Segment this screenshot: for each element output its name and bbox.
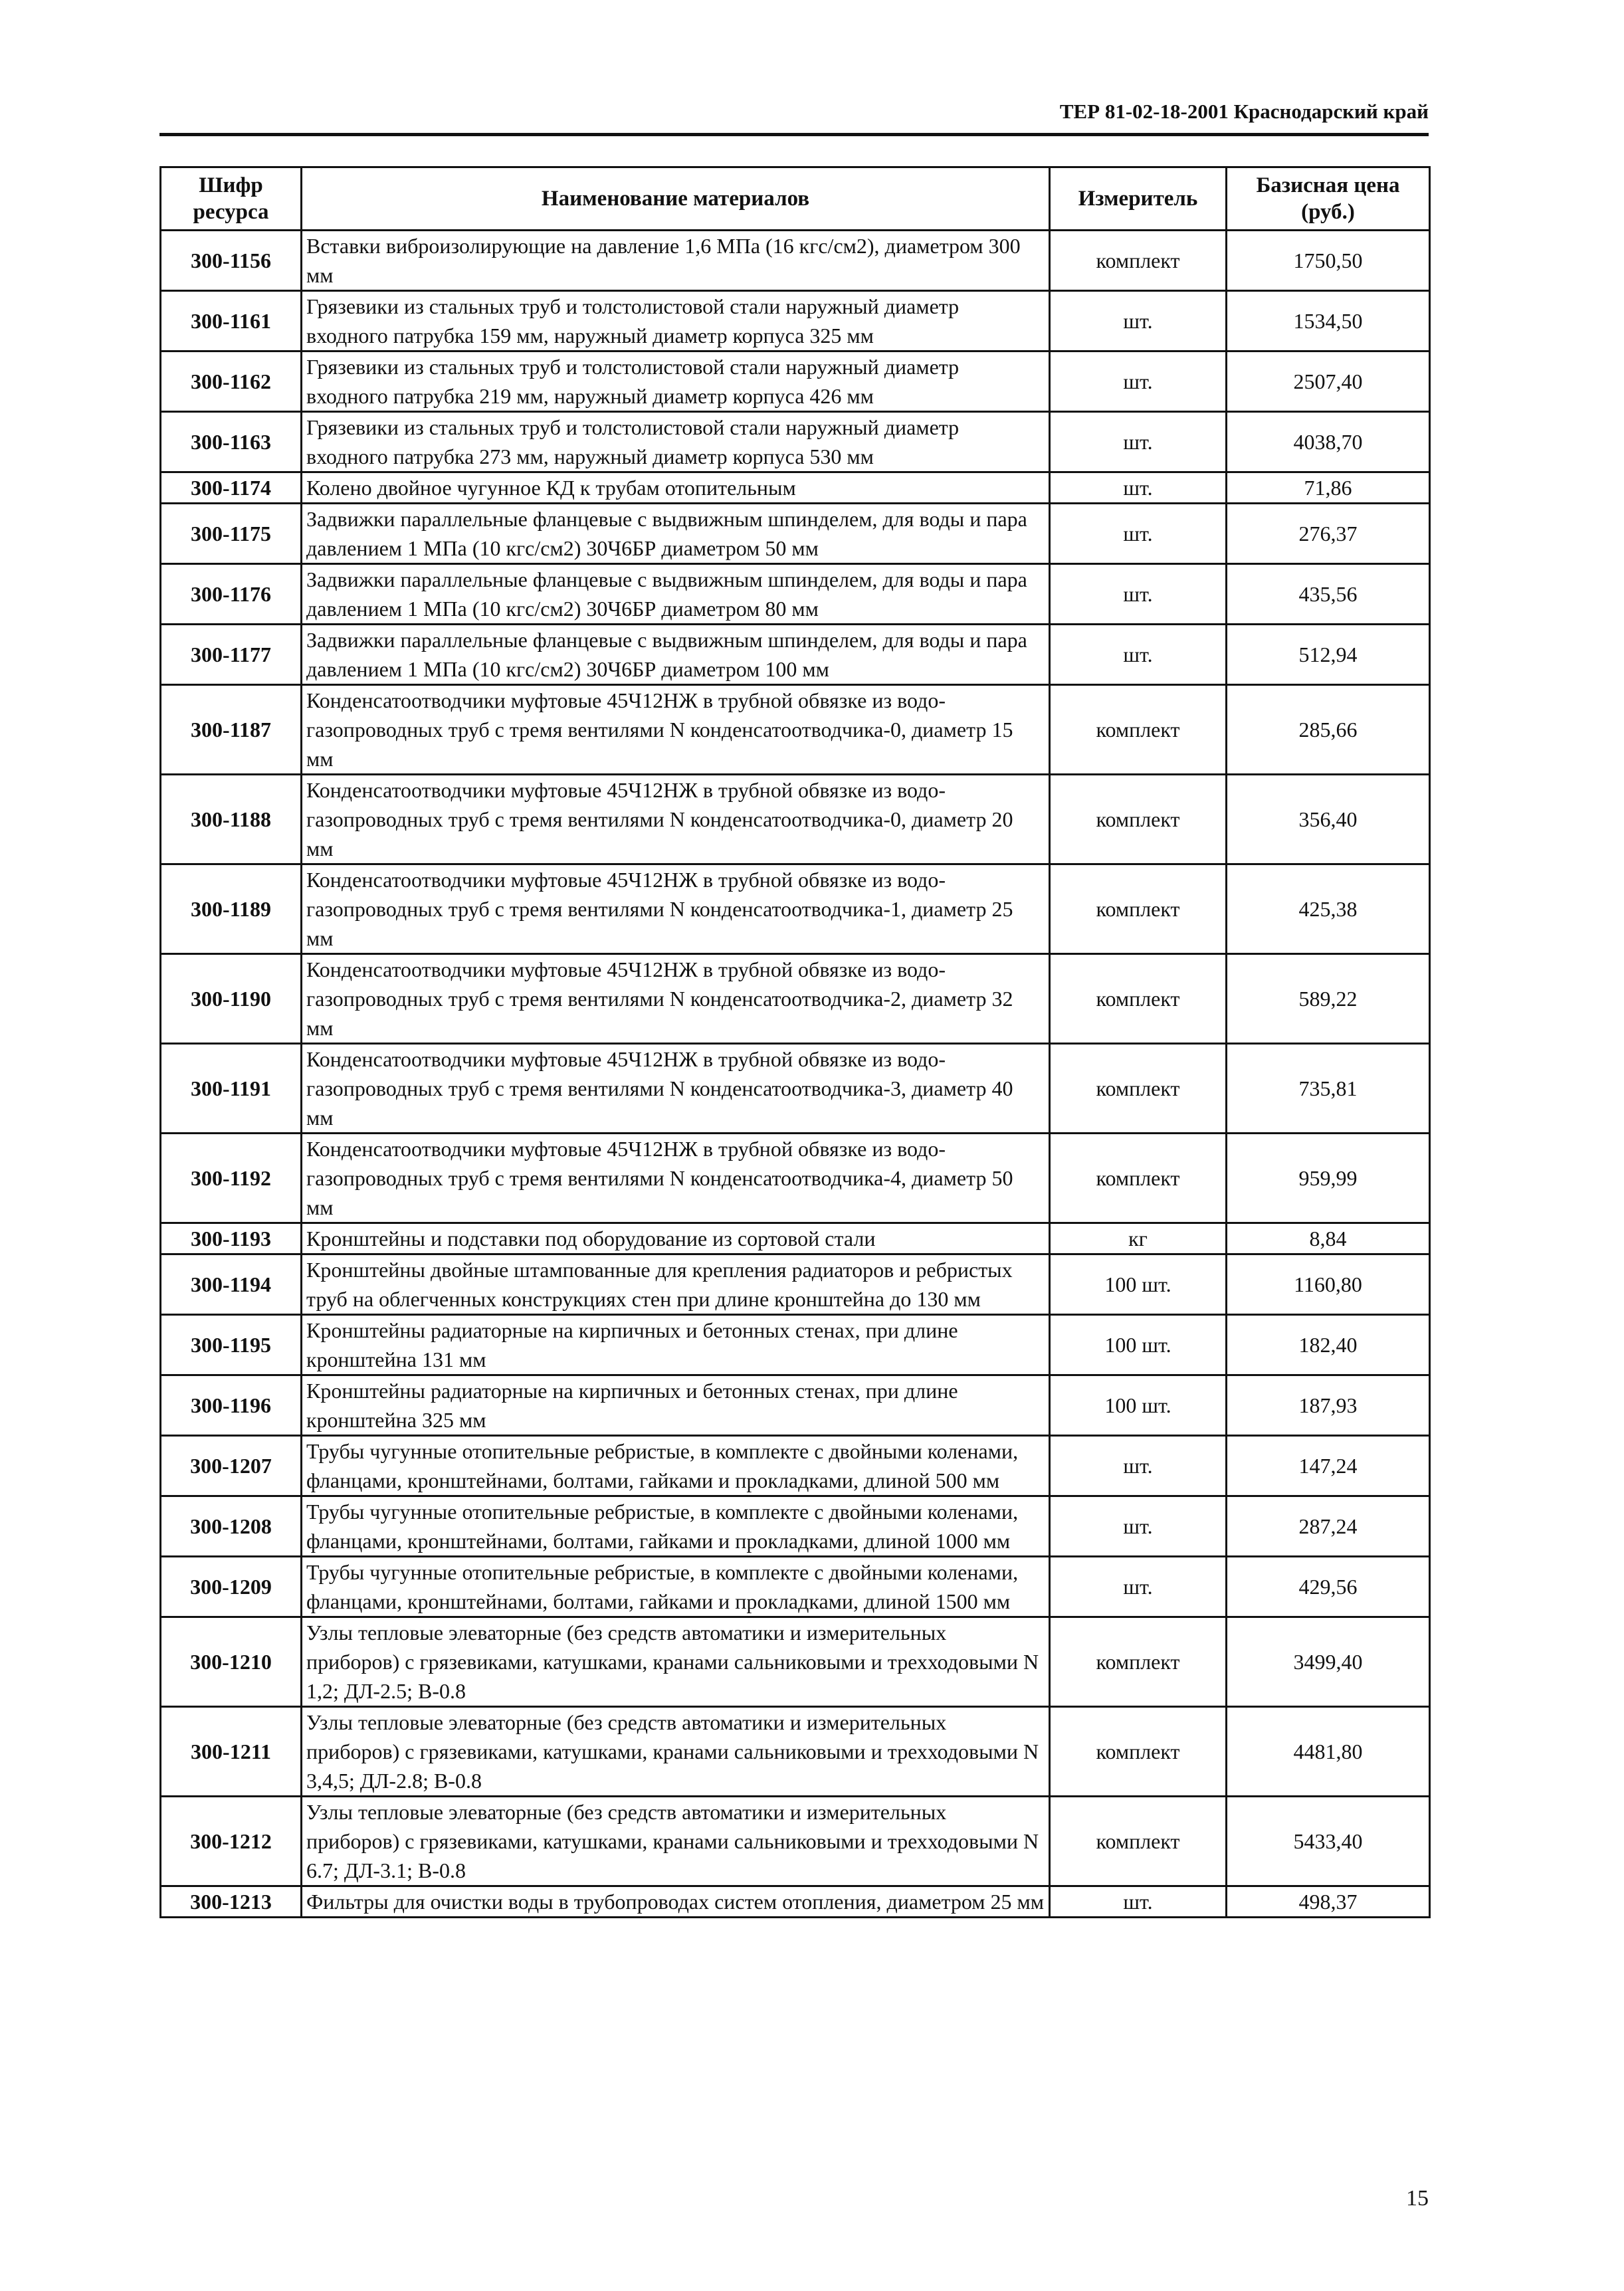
cell-unit: шт. — [1050, 1557, 1227, 1617]
cell-price: 356,40 — [1227, 775, 1430, 864]
cell-price: 1534,50 — [1227, 291, 1430, 351]
table-row — [161, 1375, 1430, 1436]
table-row — [161, 685, 1430, 775]
cell-name: Грязевики из стальных труб и толстолистовой стали наружный диаметр входного патрубка 273 мм, наружный диаметр корпуса 530 мм — [302, 412, 1050, 472]
cell-price: 287,24 — [1227, 1496, 1430, 1557]
cell-name: Конденсатоотводчики муфтовые 45Ч12НЖ в трубной обвязке из водо-газопроводных труб с тремя вентилями N конденсатоотводчика-0, диаметр 20 мм — [302, 775, 1050, 864]
table-row — [161, 1886, 1430, 1918]
table-row — [161, 1315, 1430, 1375]
table-row — [161, 564, 1430, 625]
cell-code: 300-1194 — [161, 1254, 302, 1315]
column-header-unit: Измеритель — [1050, 167, 1227, 231]
cell-price: 498,37 — [1227, 1886, 1430, 1918]
cell-unit: 100 шт. — [1050, 1254, 1227, 1315]
cell-name: Задвижки параллельные фланцевые с выдвижным шпинделем, для воды и пара давлением 1 МПа (10 кгс/см2) 30Ч6БР диаметром 100 мм — [302, 625, 1050, 685]
cell-unit: комплект — [1050, 1797, 1227, 1886]
cell-name: Трубы чугунные отопительные ребристые, в комплекте с двойными коленами, фланцами, кронштейнами, болтами, гайками и прокладками, длиной 1500 мм — [302, 1557, 1050, 1617]
cell-name: Трубы чугунные отопительные ребристые, в комплекте с двойными коленами, фланцами, кронштейнами, болтами, гайками и прокладками, длиной 1000 мм — [302, 1496, 1050, 1557]
table-row — [161, 1707, 1430, 1797]
table-row — [161, 1436, 1430, 1496]
cell-code: 300-1211 — [161, 1707, 302, 1797]
cell-price: 435,56 — [1227, 564, 1430, 625]
cell-code: 300-1193 — [161, 1223, 302, 1254]
cell-name: Кронштейны радиаторные на кирпичных и бетонных стенах, при длине кронштейна 325 мм — [302, 1375, 1050, 1436]
document-header: ТЕР 81-02-18-2001 Краснодарский край — [1059, 100, 1429, 123]
cell-code: 300-1191 — [161, 1044, 302, 1134]
table-row — [161, 1496, 1430, 1557]
cell-code: 300-1175 — [161, 504, 302, 564]
cell-name: Задвижки параллельные фланцевые с выдвижным шпинделем, для воды и пара давлением 1 МПа (10 кгс/см2) 30Ч6БР диаметром 50 мм — [302, 504, 1050, 564]
cell-price: 5433,40 — [1227, 1797, 1430, 1886]
cell-code: 300-1189 — [161, 864, 302, 954]
cell-code: 300-1195 — [161, 1315, 302, 1375]
cell-name: Грязевики из стальных труб и толстолистовой стали наружный диаметр входного патрубка 159 мм, наружный диаметр корпуса 325 мм — [302, 291, 1050, 351]
cell-price: 187,93 — [1227, 1375, 1430, 1436]
cell-unit: шт. — [1050, 1886, 1227, 1918]
cell-unit: комплект — [1050, 1134, 1227, 1223]
cell-name: Фильтры для очистки воды в трубопроводах систем отопления, диаметром 25 мм — [302, 1886, 1050, 1918]
cell-code: 300-1163 — [161, 412, 302, 472]
cell-price: 959,99 — [1227, 1134, 1430, 1223]
cell-unit: комплект — [1050, 685, 1227, 775]
cell-name: Вставки виброизолирующие на давление 1,6 МПа (16 кгс/см2), диаметром 300 мм — [302, 231, 1050, 291]
table-row — [161, 291, 1430, 351]
table-row — [161, 1254, 1430, 1315]
cell-price: 2507,40 — [1227, 351, 1430, 412]
cell-unit: 100 шт. — [1050, 1315, 1227, 1375]
cell-code: 300-1208 — [161, 1496, 302, 1557]
cell-name: Узлы тепловые элеваторные (без средств автоматики и измерительных приборов) с грязевиками, катушками, кранами сальниковыми и трехходовыми N 3,4,5; ДЛ-2.8; В-0.8 — [302, 1707, 1050, 1797]
cell-name: Конденсатоотводчики муфтовые 45Ч12НЖ в трубной обвязке из водо-газопроводных труб с тремя вентилями N конденсатоотводчика-0, диаметр 15 мм — [302, 685, 1050, 775]
cell-price: 8,84 — [1227, 1223, 1430, 1254]
header-rule — [159, 133, 1429, 136]
cell-name: Узлы тепловые элеваторные (без средств автоматики и измерительных приборов) с грязевиками, катушками, кранами сальниковыми и трехходовыми N 1,2; ДЛ-2.5; В-0.8 — [302, 1617, 1050, 1707]
cell-code: 300-1176 — [161, 564, 302, 625]
cell-code: 300-1177 — [161, 625, 302, 685]
cell-code: 300-1192 — [161, 1134, 302, 1223]
cell-name: Конденсатоотводчики муфтовые 45Ч12НЖ в трубной обвязке из водо-газопроводных труб с тремя вентилями N конденсатоотводчика-3, диаметр 40 мм — [302, 1044, 1050, 1134]
cell-code: 300-1188 — [161, 775, 302, 864]
table-row — [161, 1557, 1430, 1617]
cell-price: 1160,80 — [1227, 1254, 1430, 1315]
cell-name: Колено двойное чугунное КД к трубам отопительным — [302, 472, 1050, 504]
cell-unit: 100 шт. — [1050, 1375, 1227, 1436]
cell-price: 276,37 — [1227, 504, 1430, 564]
cell-unit: комплект — [1050, 1044, 1227, 1134]
cell-name: Конденсатоотводчики муфтовые 45Ч12НЖ в трубной обвязке из водо-газопроводных труб с тремя вентилями N конденсатоотводчика-2, диаметр 32 мм — [302, 954, 1050, 1044]
cell-price: 285,66 — [1227, 685, 1430, 775]
table-row — [161, 625, 1430, 685]
cell-unit: шт. — [1050, 564, 1227, 625]
cell-unit: шт. — [1050, 291, 1227, 351]
column-header-code: Шифр ресурса — [161, 167, 302, 231]
cell-unit: кг — [1050, 1223, 1227, 1254]
cell-unit: комплект — [1050, 231, 1227, 291]
table-row — [161, 412, 1430, 472]
cell-unit: комплект — [1050, 864, 1227, 954]
cell-name: Конденсатоотводчики муфтовые 45Ч12НЖ в трубной обвязке из водо-газопроводных труб с тремя вентилями N конденсатоотводчика-1, диаметр 25 мм — [302, 864, 1050, 954]
cell-code: 300-1174 — [161, 472, 302, 504]
cell-name: Трубы чугунные отопительные ребристые, в комплекте с двойными коленами, фланцами, кронштейнами, болтами, гайками и прокладками, длиной 500 мм — [302, 1436, 1050, 1496]
cell-unit: шт. — [1050, 1496, 1227, 1557]
table-row — [161, 954, 1430, 1044]
cell-unit: шт. — [1050, 351, 1227, 412]
table-row — [161, 775, 1430, 864]
cell-code: 300-1190 — [161, 954, 302, 1044]
cell-price: 147,24 — [1227, 1436, 1430, 1496]
table-row — [161, 351, 1430, 412]
cell-unit: комплект — [1050, 1707, 1227, 1797]
cell-unit: шт. — [1050, 412, 1227, 472]
cell-price: 589,22 — [1227, 954, 1430, 1044]
cell-price: 429,56 — [1227, 1557, 1430, 1617]
cell-code: 300-1210 — [161, 1617, 302, 1707]
table-row — [161, 864, 1430, 954]
cell-unit: комплект — [1050, 1617, 1227, 1707]
cell-unit: шт. — [1050, 504, 1227, 564]
cell-unit: шт. — [1050, 1436, 1227, 1496]
cell-code: 300-1213 — [161, 1886, 302, 1918]
cell-price: 4038,70 — [1227, 412, 1430, 472]
cell-code: 300-1161 — [161, 291, 302, 351]
table-row — [161, 504, 1430, 564]
cell-name: Грязевики из стальных труб и толстолистовой стали наружный диаметр входного патрубка 219 мм, наружный диаметр корпуса 426 мм — [302, 351, 1050, 412]
cell-name: Узлы тепловые элеваторные (без средств автоматики и измерительных приборов) с грязевиками, катушками, кранами сальниковыми и трехходовыми N 6.7; ДЛ-3.1; В-0.8 — [302, 1797, 1050, 1886]
cell-price: 735,81 — [1227, 1044, 1430, 1134]
page-number: 15 — [1406, 2186, 1429, 2211]
column-header-price: Базисная цена (руб.) — [1227, 167, 1430, 231]
table-row — [161, 1223, 1430, 1254]
cell-name: Кронштейны двойные штампованные для крепления радиаторов и ребристых труб на облегченных конструкциях стен при длине кронштейна до 130 мм — [302, 1254, 1050, 1315]
cell-code: 300-1212 — [161, 1797, 302, 1886]
table-header-row — [161, 167, 1430, 231]
cell-name: Кронштейны радиаторные на кирпичных и бетонных стенах, при длине кронштейна 131 мм — [302, 1315, 1050, 1375]
cell-price: 425,38 — [1227, 864, 1430, 954]
table-row — [161, 472, 1430, 504]
cell-name: Задвижки параллельные фланцевые с выдвижным шпинделем, для воды и пара давлением 1 МПа (10 кгс/см2) 30Ч6БР диаметром 80 мм — [302, 564, 1050, 625]
cell-unit: шт. — [1050, 625, 1227, 685]
cell-price: 512,94 — [1227, 625, 1430, 685]
cell-price: 71,86 — [1227, 472, 1430, 504]
cell-code: 300-1209 — [161, 1557, 302, 1617]
cell-code: 300-1162 — [161, 351, 302, 412]
cell-name: Конденсатоотводчики муфтовые 45Ч12НЖ в трубной обвязке из водо-газопроводных труб с тремя вентилями N конденсатоотводчика-4, диаметр 50 мм — [302, 1134, 1050, 1223]
cell-unit: шт. — [1050, 472, 1227, 504]
table-row — [161, 1797, 1430, 1886]
cell-price: 4481,80 — [1227, 1707, 1430, 1797]
cell-code: 300-1187 — [161, 685, 302, 775]
cell-price: 1750,50 — [1227, 231, 1430, 291]
table-row — [161, 1134, 1430, 1223]
column-header-name: Наименование материалов — [302, 167, 1050, 231]
cell-code: 300-1207 — [161, 1436, 302, 1496]
table-row — [161, 1617, 1430, 1707]
cell-unit: комплект — [1050, 775, 1227, 864]
materials-table — [159, 166, 1431, 1918]
table-body — [161, 231, 1430, 1918]
cell-code: 300-1156 — [161, 231, 302, 291]
cell-price: 182,40 — [1227, 1315, 1430, 1375]
table-row — [161, 1044, 1430, 1134]
cell-code: 300-1196 — [161, 1375, 302, 1436]
cell-unit: комплект — [1050, 954, 1227, 1044]
cell-price: 3499,40 — [1227, 1617, 1430, 1707]
table-row — [161, 231, 1430, 291]
cell-name: Кронштейны и подставки под оборудование из сортовой стали — [302, 1223, 1050, 1254]
